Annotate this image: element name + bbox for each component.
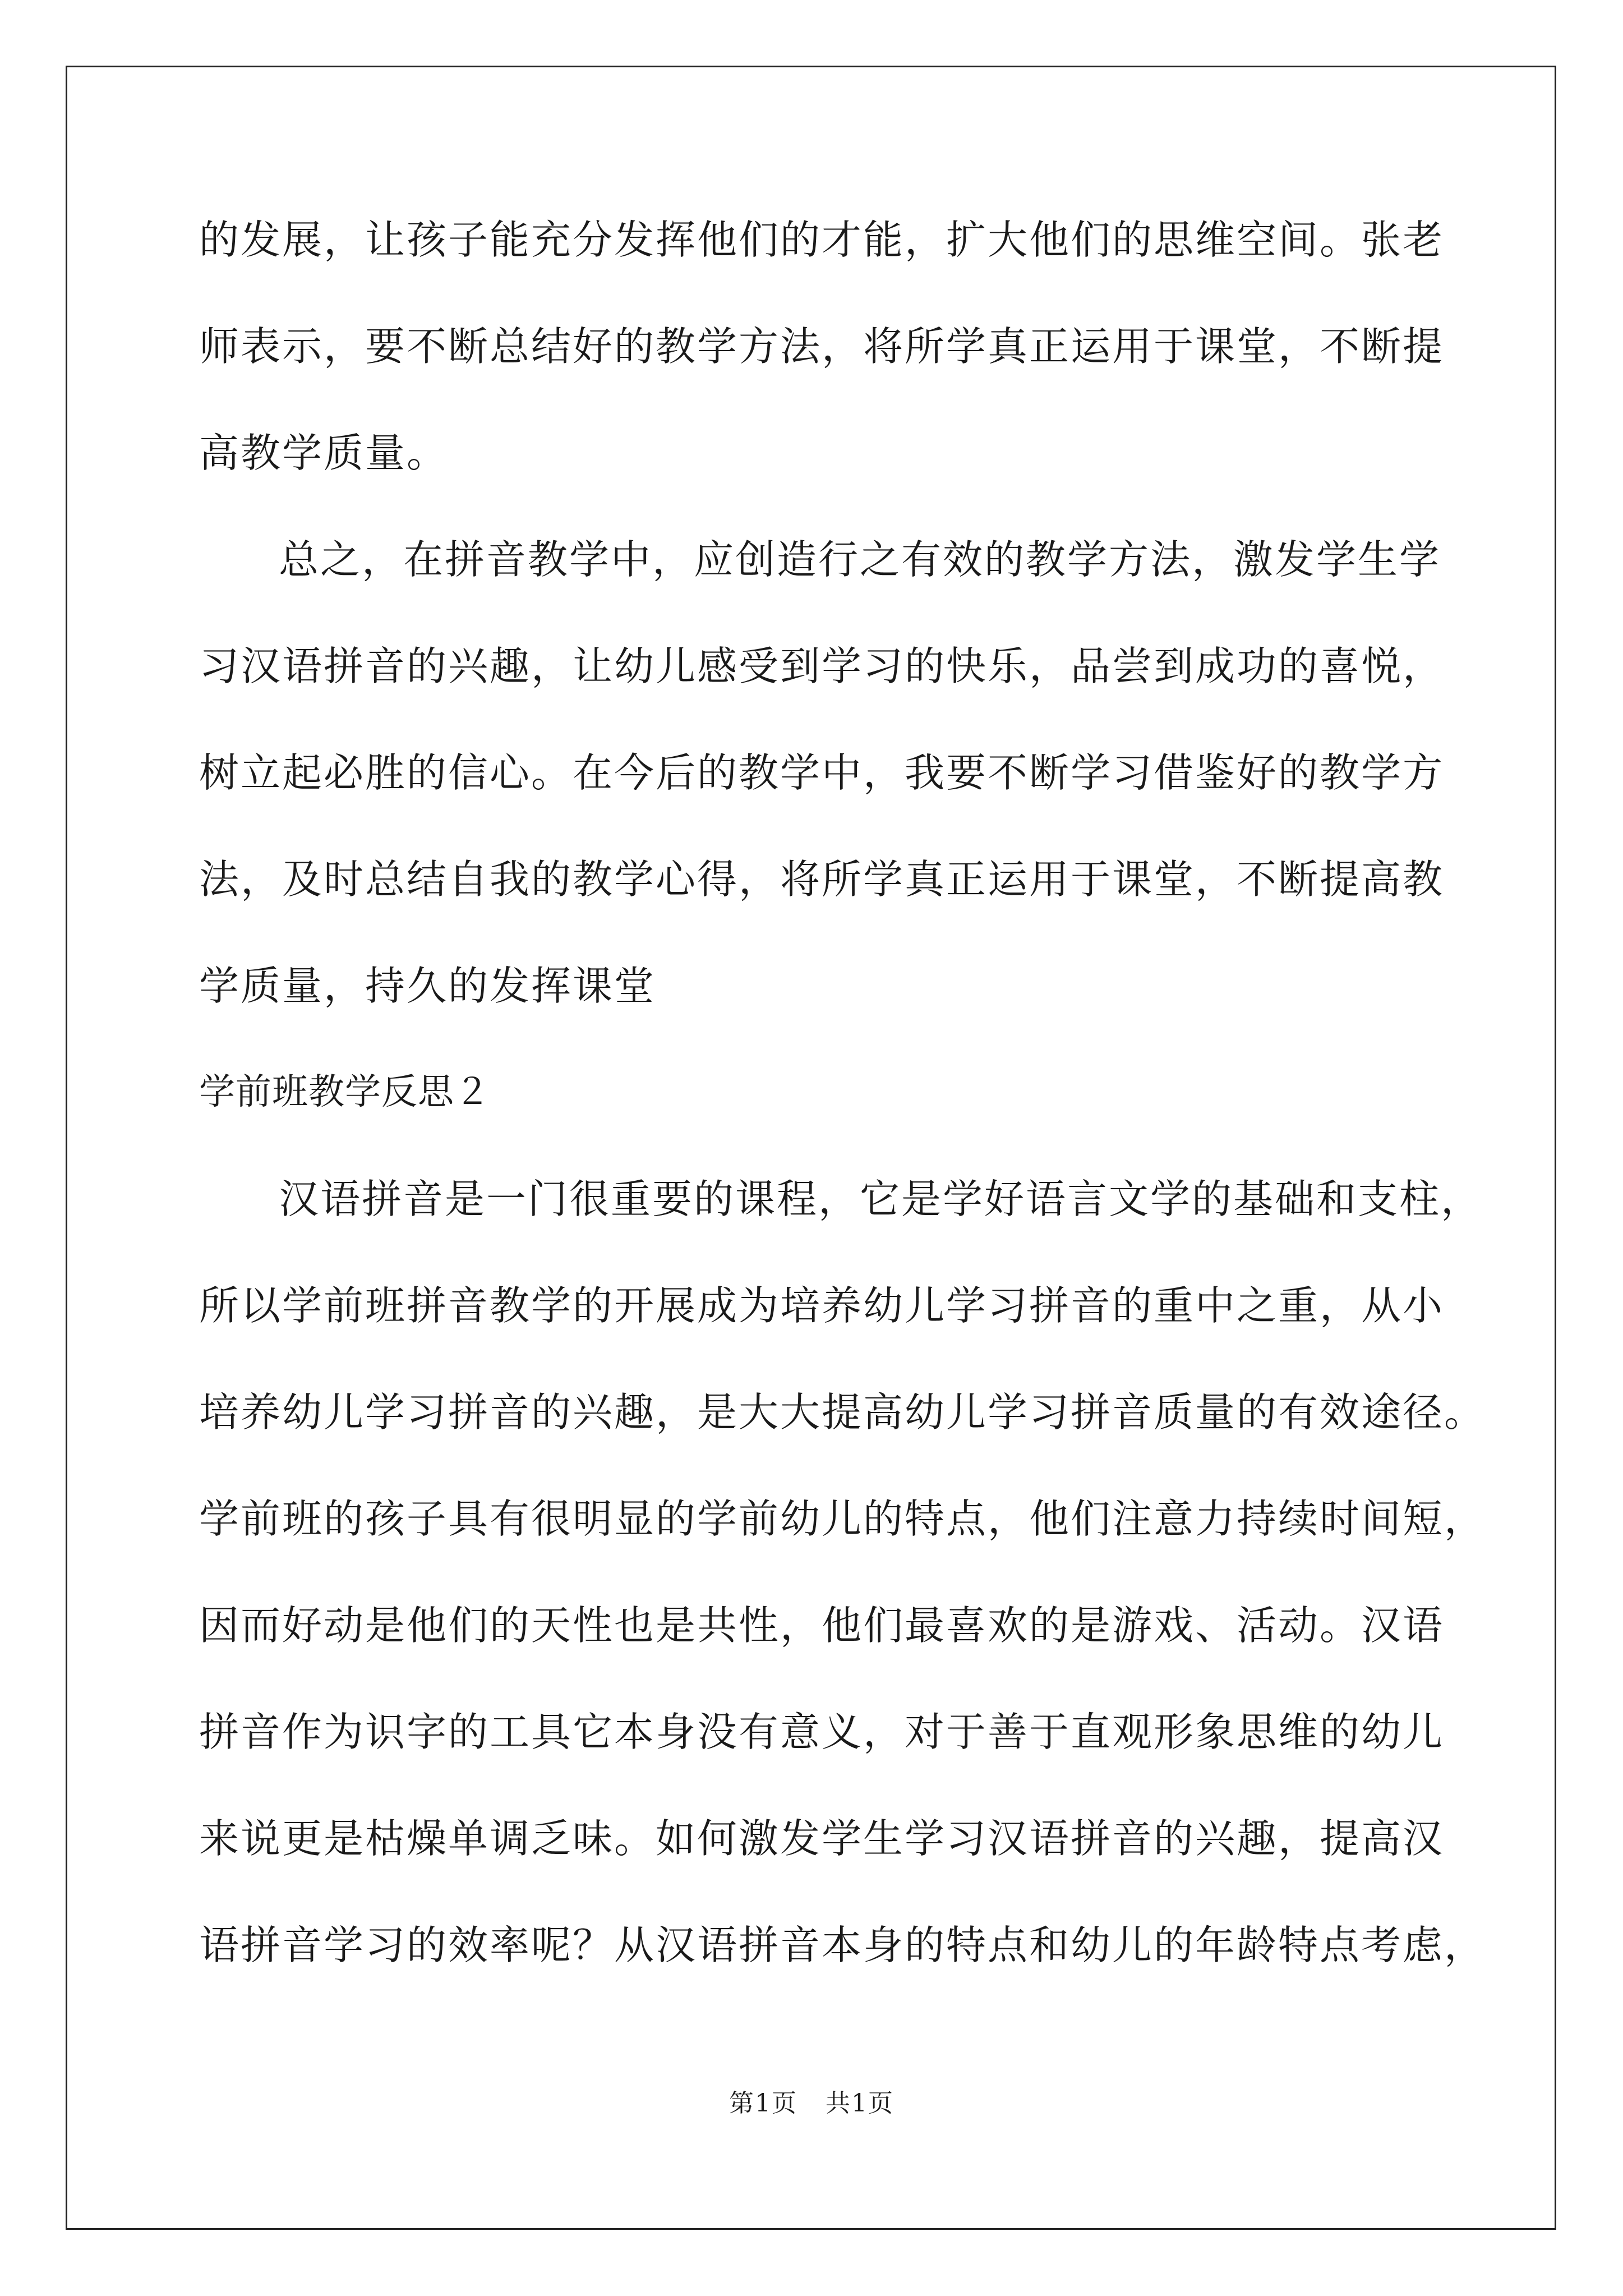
text-line: 所以学前班拼音教学的开展成为培养幼儿学习拼音的重中之重，从小 bbox=[199, 1282, 1445, 1329]
text-line: 法，及时总结自我的教学心得，将所学真正运用于课堂，不断提高教 bbox=[199, 856, 1445, 903]
text-line: 树立起必胜的信心。在今后的教学中，我要不断学习借鉴好的教学方 bbox=[199, 749, 1445, 796]
text-line: 总之，在拼音教学中，应创造行之有效的教学方法，激发学生学 bbox=[279, 536, 1441, 583]
text-line: 来说更是枯燥单调乏味。如何激发学生学习汉语拼音的兴趣，提高汉 bbox=[199, 1815, 1445, 1862]
text-line: 高教学质量。 bbox=[199, 430, 449, 476]
page-footer bbox=[0, 2087, 1623, 2120]
page-total: 共1页 bbox=[826, 2089, 894, 2118]
document-body bbox=[199, 213, 1486, 2025]
text-line: 因而好动是他们的天性也是共性，他们最喜欢的是游戏、活动。汉语 bbox=[199, 1602, 1445, 1649]
text-line: 拼音作为识字的工具它本身没有意义，对于善于直观形象思维的幼儿 bbox=[199, 1709, 1445, 1755]
text-line: 学前班的孩子具有很明显的学前幼儿的特点，他们注意力持续时间短， bbox=[199, 1496, 1486, 1542]
text-line: 的发展，让孩子能充分发挥他们的才能，扩大他们的思维空间。张老 bbox=[199, 217, 1445, 263]
text-line: 习汉语拼音的兴趣，让幼儿感受到学习的快乐，品尝到成功的喜悦， bbox=[199, 643, 1445, 689]
section-heading: 学前班教学反思２ bbox=[199, 1071, 491, 1113]
page-number: 第1页 bbox=[729, 2089, 797, 2118]
text-line: 学质量，持久的发挥课堂 bbox=[199, 963, 656, 1009]
text-line: 汉语拼音是一门很重要的课程，它是学好语言文学的基础和支柱， bbox=[279, 1176, 1483, 1222]
text-line: 培养幼儿学习拼音的兴趣，是大大提高幼儿学习拼音质量的有效途径。 bbox=[199, 1389, 1486, 1435]
text-line: 语拼音学习的效率呢？从汉语拼音本身的特点和幼儿的年龄特点考虑， bbox=[199, 1922, 1486, 1968]
text-line: 师表示，要不断总结好的教学方法，将所学真正运用于课堂，不断提 bbox=[199, 323, 1445, 370]
